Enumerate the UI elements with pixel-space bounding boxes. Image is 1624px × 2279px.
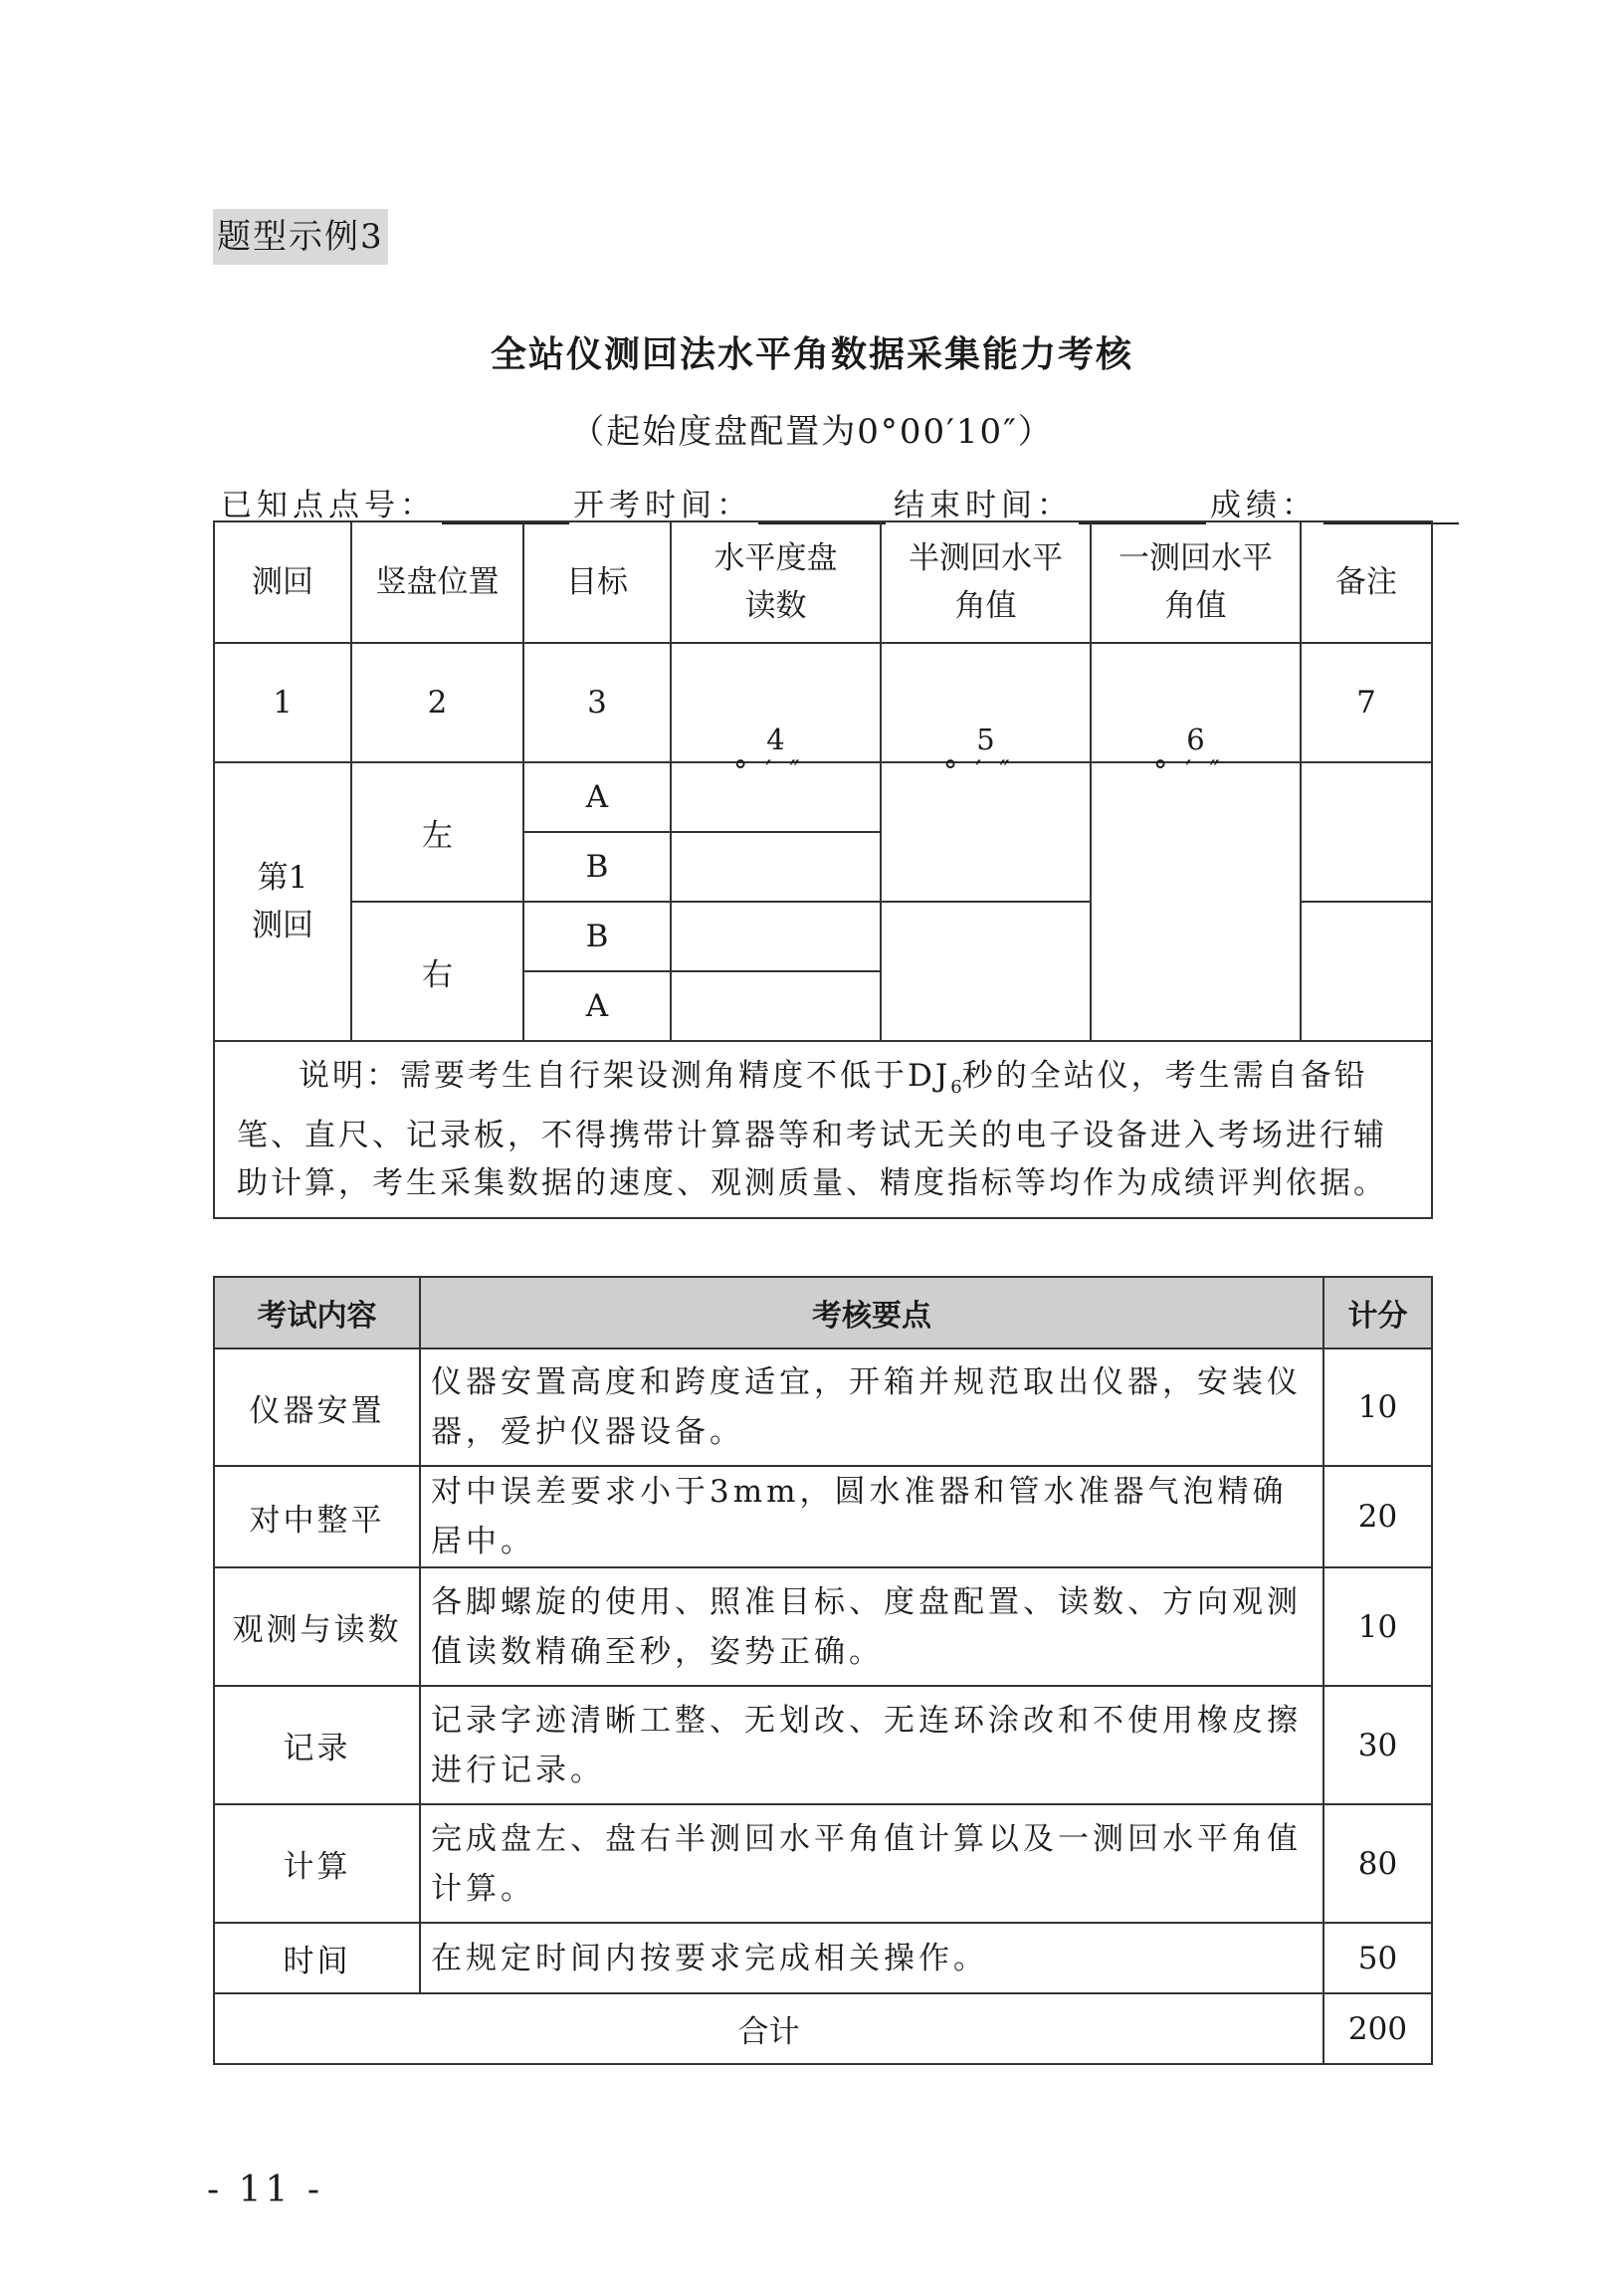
exam-item: 对中整平 <box>214 1466 420 1567</box>
form-title: 全站仪测回法水平角数据采集能力考核 <box>490 334 1133 375</box>
header-key-points: 考核要点 <box>420 1277 1323 1348</box>
table-row <box>214 1567 1432 1686</box>
end-time-field <box>894 480 1206 524</box>
start-time-label: 开考时间： <box>573 488 752 523</box>
known-point-label: 已知点点号： <box>221 488 436 523</box>
known-point-field <box>221 480 569 524</box>
col-number-5 <box>881 643 1091 787</box>
key-point: 仪器安置高度和跨度适宜，开箱并规范取出仪器，安装仪器，爱护仪器设备。 <box>420 1348 1323 1466</box>
header-exam-content: 考试内容 <box>214 1277 420 1348</box>
target-cell: B <box>523 832 671 902</box>
total-score: 200 <box>1323 1993 1432 2064</box>
start-time-field <box>573 480 886 524</box>
observation-table <box>213 520 1433 1219</box>
header-remark: 备注 <box>1301 521 1432 643</box>
col-number-7: 7 <box>1301 643 1432 762</box>
end-time-label: 结束时间： <box>894 488 1073 523</box>
header-score: 计分 <box>1323 1277 1432 1348</box>
score-value: 20 <box>1323 1466 1432 1567</box>
table-row <box>214 1466 1432 1567</box>
degree-symbols: °′″ <box>1153 754 1238 787</box>
col-number-6-value: 6 <box>1186 723 1205 756</box>
assessment-table <box>213 1276 1433 2065</box>
one-round-angle-cell <box>1091 762 1301 1041</box>
page-number: - 11 - <box>207 2170 324 2210</box>
exam-item: 时间 <box>214 1923 420 1993</box>
score-value: 10 <box>1323 1567 1432 1686</box>
target-cell: A <box>523 971 671 1041</box>
degree-symbols: °′″ <box>733 754 818 787</box>
col-number-5-value: 5 <box>976 723 995 756</box>
score-field <box>1210 480 1459 524</box>
header-one-round-angle: 一测回水平 角值 <box>1091 521 1301 643</box>
col-number-1: 1 <box>214 643 351 762</box>
col-number-2: 2 <box>351 643 523 762</box>
score-label: 成绩： <box>1210 488 1318 523</box>
reading-cell <box>671 971 881 1041</box>
instructions-note <box>214 1041 1432 1218</box>
note-text-start: 说明：需要考生自行架设测角精度不低于DJ <box>299 1058 951 1094</box>
header-target: 目标 <box>523 521 671 643</box>
known-point-blank <box>442 489 569 524</box>
header-round: 测回 <box>214 521 351 643</box>
table-row <box>214 1686 1432 1804</box>
note-subscript: 6 <box>950 1077 962 1099</box>
score-value: 10 <box>1323 1348 1432 1466</box>
table-row <box>214 1348 1432 1466</box>
table-row <box>214 1923 1432 1993</box>
score-value: 50 <box>1323 1923 1432 1993</box>
reading-cell <box>671 902 881 971</box>
exam-item: 仪器安置 <box>214 1348 420 1466</box>
degree-symbols: °′″ <box>943 754 1028 787</box>
key-point: 在规定时间内按要求完成相关操作。 <box>420 1923 1323 1993</box>
example-tag: 题型示例3 <box>213 209 388 265</box>
position-left: 左 <box>351 762 523 902</box>
end-time-blank <box>1079 489 1206 524</box>
remark-cell <box>1301 902 1432 1041</box>
score-value: 30 <box>1323 1686 1432 1804</box>
score-blank <box>1323 489 1459 524</box>
exam-item: 记录 <box>214 1686 420 1804</box>
score-value: 80 <box>1323 1804 1432 1923</box>
col-number-4-value: 4 <box>766 723 785 756</box>
header-vertical-position: 竖盘位置 <box>351 521 523 643</box>
key-point: 完成盘左、盘右半测回水平角值计算以及一测回水平角值计算。 <box>420 1804 1323 1923</box>
col-number-6 <box>1091 643 1301 787</box>
form-subtitle: （起始度盘配置为0°00′10″） <box>570 412 1054 452</box>
round-label: 第1 测回 <box>214 762 351 1041</box>
key-point: 记录字迹清晰工整、无划改、无连环涂改和不使用橡皮擦进行记录。 <box>420 1686 1323 1804</box>
exam-item: 计算 <box>214 1804 420 1923</box>
table-row <box>214 1804 1432 1923</box>
remark-cell <box>1301 762 1432 902</box>
half-round-angle-cell <box>881 902 1091 1041</box>
key-point: 对中误差要求小于3mm，圆水准器和管水准器气泡精确居中。 <box>420 1466 1323 1567</box>
reading-cell <box>671 832 881 902</box>
key-point: 各脚螺旋的使用、照准目标、度盘配置、读数、方向观测值读数精确至秒，姿势正确。 <box>420 1567 1323 1686</box>
col-number-4 <box>671 643 881 787</box>
start-time-blank <box>758 489 886 524</box>
target-cell: A <box>523 762 671 832</box>
target-cell: B <box>523 902 671 971</box>
header-reading: 水平度盘 读数 <box>671 521 881 643</box>
col-number-3: 3 <box>523 643 671 762</box>
note-text-end: 秒的全站仪，考生需自备铅笔、直尺、记录板，不得携带计算器等和考试无关的电子设备进入考场进行辅助计算，考生采集数据的速度、观测质量、精度指标等均作为成绩评判依据。 <box>237 1058 1387 1202</box>
total-label: 合计 <box>214 1993 1323 2064</box>
exam-item: 观测与读数 <box>214 1567 420 1686</box>
header-half-round-angle: 半测回水平 角值 <box>881 521 1091 643</box>
position-right: 右 <box>351 902 523 1041</box>
